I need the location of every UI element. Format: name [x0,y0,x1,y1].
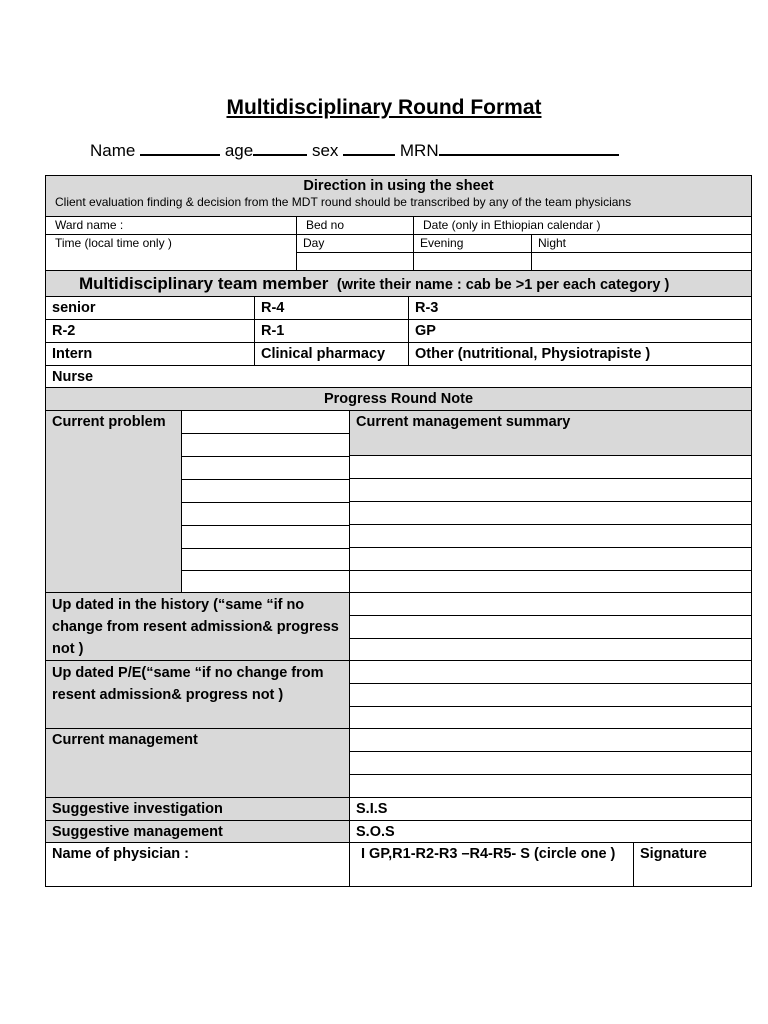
summary-line[interactable] [349,570,752,593]
physician-name-cell[interactable]: Name of physician : [45,842,350,887]
problem-line[interactable] [181,570,350,593]
summary-line[interactable] [349,478,752,502]
management-line[interactable] [349,728,752,752]
history-line[interactable] [349,592,752,616]
current-management-label: Current management [45,728,350,798]
summary-line[interactable] [349,455,752,479]
summary-line[interactable] [349,524,752,548]
progress-heading: Progress Round Note [45,387,752,411]
sos-cell[interactable]: S.O.S [349,820,752,843]
management-line[interactable] [349,751,752,775]
updated-pe-label: Up dated P/E(“same “if no change from resent admission& progress not ) [45,660,350,729]
team-other[interactable]: Other (nutritional, Physiotrapiste ) [408,342,752,366]
evening-input[interactable] [413,252,532,271]
suggestive-management-label: Suggestive management [45,820,350,843]
current-management-summary-label: Current management summary [349,410,752,456]
problem-line[interactable] [181,479,350,503]
date-cell[interactable]: Date (only in Ethiopian calendar ) [413,216,752,235]
mrn-field[interactable] [439,140,619,156]
pe-line[interactable] [349,706,752,729]
problem-line[interactable] [181,548,350,571]
time-cell: Time (local time only ) [45,234,297,271]
day-input[interactable] [296,252,414,271]
physician-level-cell[interactable]: I GP,R1-R2-R3 –R4-R5- S (circle one ) [349,842,634,887]
day-cell: Day [296,234,414,253]
team-r4[interactable]: R-4 [254,296,409,320]
mrn-label: MRN [399,141,439,160]
history-line[interactable] [349,638,752,661]
name-label: Name [90,141,136,160]
summary-line[interactable] [349,547,752,571]
age-field[interactable] [253,140,307,156]
evening-cell: Evening [413,234,532,253]
age-label: age [224,141,254,160]
direction-heading: Direction in using the sheet [303,178,494,194]
name-field[interactable] [140,140,220,156]
patient-header [90,140,619,161]
night-cell: Night [531,234,752,253]
problem-line[interactable] [181,410,350,434]
night-input[interactable] [531,252,752,271]
summary-line[interactable] [349,501,752,525]
team-intern[interactable]: Intern [45,342,255,366]
team-r3[interactable]: R-3 [408,296,752,320]
direction-section [45,175,752,217]
team-heading-note: (write their name : cab be >1 per each category ) [336,277,670,293]
sis-cell[interactable]: S.I.S [349,797,752,821]
team-r1[interactable]: R-1 [254,319,409,343]
problem-line[interactable] [181,502,350,526]
ward-name-cell[interactable]: Ward name : [45,216,297,235]
current-problem-label: Current problem [45,410,182,593]
management-line[interactable] [349,774,752,798]
team-r2[interactable]: R-2 [45,319,255,343]
team-clinical-pharmacy[interactable]: Clinical pharmacy [254,342,409,366]
problem-line[interactable] [181,456,350,480]
signature-cell[interactable]: Signature [633,842,752,887]
team-nurse[interactable]: Nurse [45,365,752,388]
team-heading [45,270,752,297]
problem-line[interactable] [181,433,350,457]
bed-no-cell[interactable]: Bed no [296,216,414,235]
updated-history-label: Up dated in the history (“same “if no change from resent admission& progress not ) [45,592,350,661]
suggestive-investigation-label: Suggestive investigation [45,797,350,821]
sex-label: sex [311,141,339,160]
history-line[interactable] [349,615,752,639]
pe-line[interactable] [349,660,752,684]
team-gp[interactable]: GP [408,319,752,343]
pe-line[interactable] [349,683,752,707]
form-title: Multidisciplinary Round Format [226,96,542,119]
team-senior[interactable]: senior [45,296,255,320]
team-heading-title: Multidisciplinary team member [79,274,329,293]
problem-line[interactable] [181,525,350,549]
direction-text: Client evaluation finding & decision from the MDT round should be transcribed by any of the team physicians [55,195,632,209]
sex-field[interactable] [343,140,395,156]
